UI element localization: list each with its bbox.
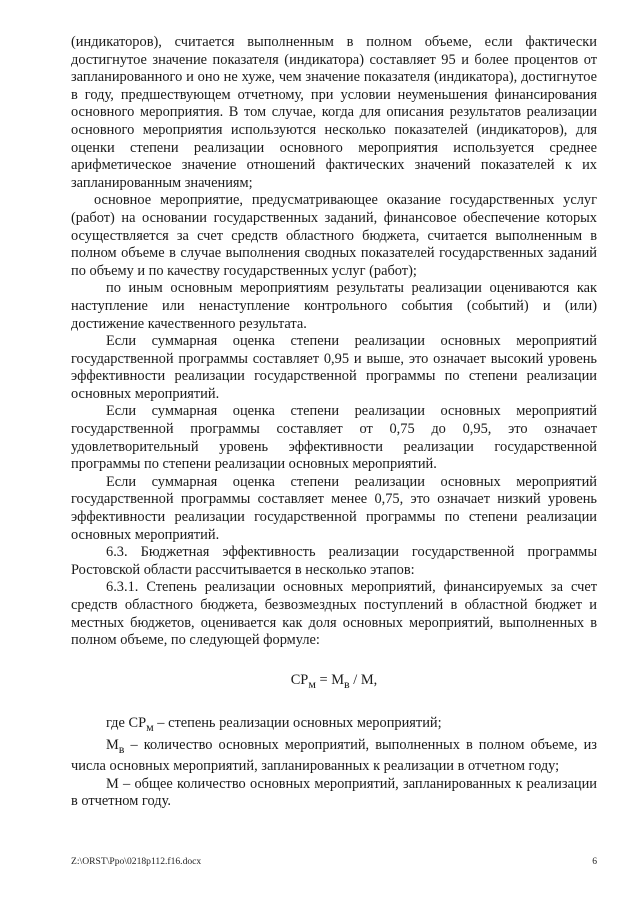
definition-2 bbox=[71, 737, 597, 776]
paragraph-8: 6.3.1. Степень реализации основных мероприятий, финансируемых за счет средств областного бюджета, безвозмездных поступлений в областной бюджет и местных бюджетов, оценивается как доля основных мероприятий, выполненных в полном объеме, по следующей формуле: bbox=[71, 579, 597, 649]
paragraph-4: Если суммарная оценка степени реализации основных мероприятий государственной программы составляет 0,95 и выше, это означает высокий уровень эффективности реализации государственной программы по степени реализации основных мероприятий. bbox=[71, 333, 597, 402]
page-number: 6 bbox=[592, 856, 597, 867]
formula-lhs: СР bbox=[290, 671, 309, 688]
definition-3: М – общее количество основных мероприятий, запланированных к реализации в отчетном году. bbox=[71, 775, 597, 810]
paragraph-3: по иным основным мероприятиям результаты реализации оцениваются как наступление или ненаступление контрольного события (событий) и (или) достижение качественного результата. bbox=[71, 280, 597, 332]
definition-2-text: – количество основных мероприятий, выполненных в полном объеме, из числа основных мероприятий, запланированных к реализации в отчетном году; bbox=[71, 736, 597, 775]
definition-2-sub: в bbox=[118, 741, 125, 756]
definition-1 bbox=[71, 715, 597, 736]
definition-1-prefix: где СР bbox=[106, 715, 147, 732]
page-footer bbox=[71, 856, 597, 867]
formula-lhs-sub: м bbox=[308, 676, 316, 691]
paragraph-7: 6.3. Бюджетная эффективность реализации государственной программы Ростовской области рассчитывается в несколько этапов: bbox=[71, 544, 597, 578]
formula-rest: / М, bbox=[349, 671, 378, 688]
paragraph-1: (индикаторов), считается выполненным в полном объеме, если фактически достигнутое значение показателя (индикатора) составляет 95 и более процентов от запланированного и оно не хуже, чем значение показателя (индикатора), достигнутое в году, предшествующем отчетному, при условии неуменьшения финансирования основного мероприятия. В том случае, когда для описания результатов реализации основного мероприятия используются несколько показателей (индикаторов), для оценки степени реализации основного мероприятия используется среднее арифметическое значение отношений фактических значений показателей к их запланированным значениям; bbox=[71, 34, 597, 191]
document-page bbox=[71, 34, 597, 811]
paragraph-6: Если суммарная оценка степени реализации основных мероприятий государственной программы составляет менее 0,75, это означает низкий уровень эффективности реализации государственной программы по степени реализации основных мероприятий. bbox=[71, 473, 597, 543]
paragraph-5: Если суммарная оценка степени реализации основных мероприятий государственной программы составляет от 0,75 до 0,95, это означает удовлетворительный уровень эффективности реализации государственной программы по степени реализации основных мероприятий. bbox=[71, 403, 597, 473]
formula-rhs-sub: в bbox=[344, 676, 350, 691]
definition-1-sub: м bbox=[146, 720, 154, 735]
definition-1-text: – степень реализации основных мероприятий; bbox=[153, 715, 442, 732]
footer-file-path: Z:\ORST\Ppo\0218p112.f16.docx bbox=[71, 856, 202, 867]
paragraph-2: основное мероприятие, предусматривающее оказание государственных услуг (работ) на основании государственных заданий, финансовое обеспечение которых осуществляется за счет средств областного бюджета, считается выполненным в полном объеме в случае выполнения сводных показателей государственных заданий по объему и по качеству государственных услуг (работ); bbox=[71, 192, 597, 279]
formula-eq: = М bbox=[315, 671, 345, 688]
formula bbox=[71, 672, 597, 693]
definition-2-prefix: М bbox=[106, 736, 119, 753]
